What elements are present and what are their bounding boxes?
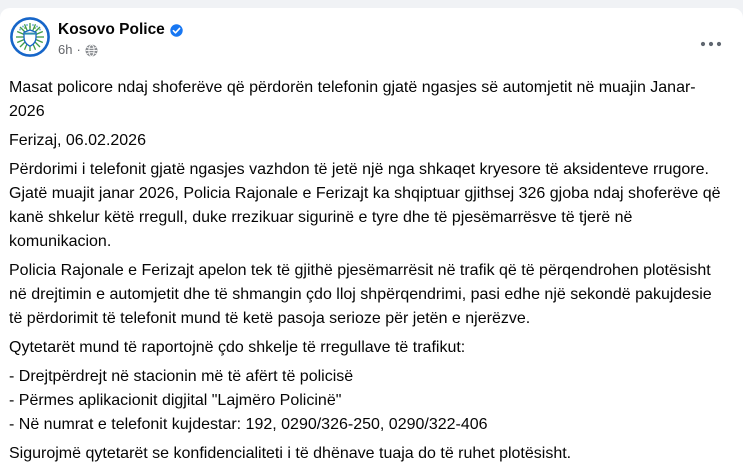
post-paragraph: Policia Rajonale e Ferizajt apelon tek të gjithë pjesëmarrësit në trafik që të përqendrohen plotësisht në drejtimin e automjetit dhe të shmangin çdo lloj shpërqendrimi, pasi edhe një sekondë pakujdesie të përdorimit të telefonit mund të ketë pasoja serioze për jetën e njerëzve. [9,262,712,327]
post-paragraph-title: Masat policore ndaj shoferëve që përdorën telefonin gjatë ngasjes së automjetit në muajin Janar-2026 [9,79,696,120]
verified-badge-icon [170,24,183,37]
post-paragraph: Përdorimi i telefonit gjatë ngasjes vazhdon të jetë një nga shkaqet kryesore të aksidenteve rrugore. Gjatë muajit janar 2026, Policia Rajonale e Ferizajt ka shqiptuar gjithsej 326 gjoba ndaj shoferëve që kanë shkelur këtë rregull, duke rrezikuar sigurinë e tyre dhe të pjesëmarrësve të tjerë në komunikacion. [9,161,721,250]
post-card [0,8,743,473]
header-text [58,17,183,58]
post-timestamp[interactable]: 6h [58,42,73,57]
report-channel-line: - Në numrat e telefonit kujdestar: 192, 0290/326-250, 0290/322-406 [9,416,488,433]
closing-paragraph: Sigurojmë qytetarët se konfidencialiteti i të dhënave tuaja do të ruhet plotësisht. [9,445,572,462]
post-paragraph-dateline: Ferizaj, 06.02.2026 [9,132,146,149]
kosovo-police-logo-icon [10,44,50,61]
post-paragraph: Qytetarët mund të raportojnë çdo shkelje të rregullave të trafikut: [9,339,466,356]
post-header [0,8,743,58]
more-options-button[interactable] [695,32,727,56]
avatar[interactable] [10,17,50,57]
meta-separator: · [76,42,81,57]
report-channels-list [9,365,725,437]
post-text [0,58,743,466]
report-channel-line: - Përmes aplikacionit digjital "Lajmëro Policinë" [9,392,342,409]
globe-icon [85,44,98,57]
author-name[interactable]: Kosovo Police [58,21,165,38]
ellipsis-icon [700,41,722,47]
report-channel-line: - Drejtpërdrejt në stacionin më të afërt të policisë [9,368,354,385]
